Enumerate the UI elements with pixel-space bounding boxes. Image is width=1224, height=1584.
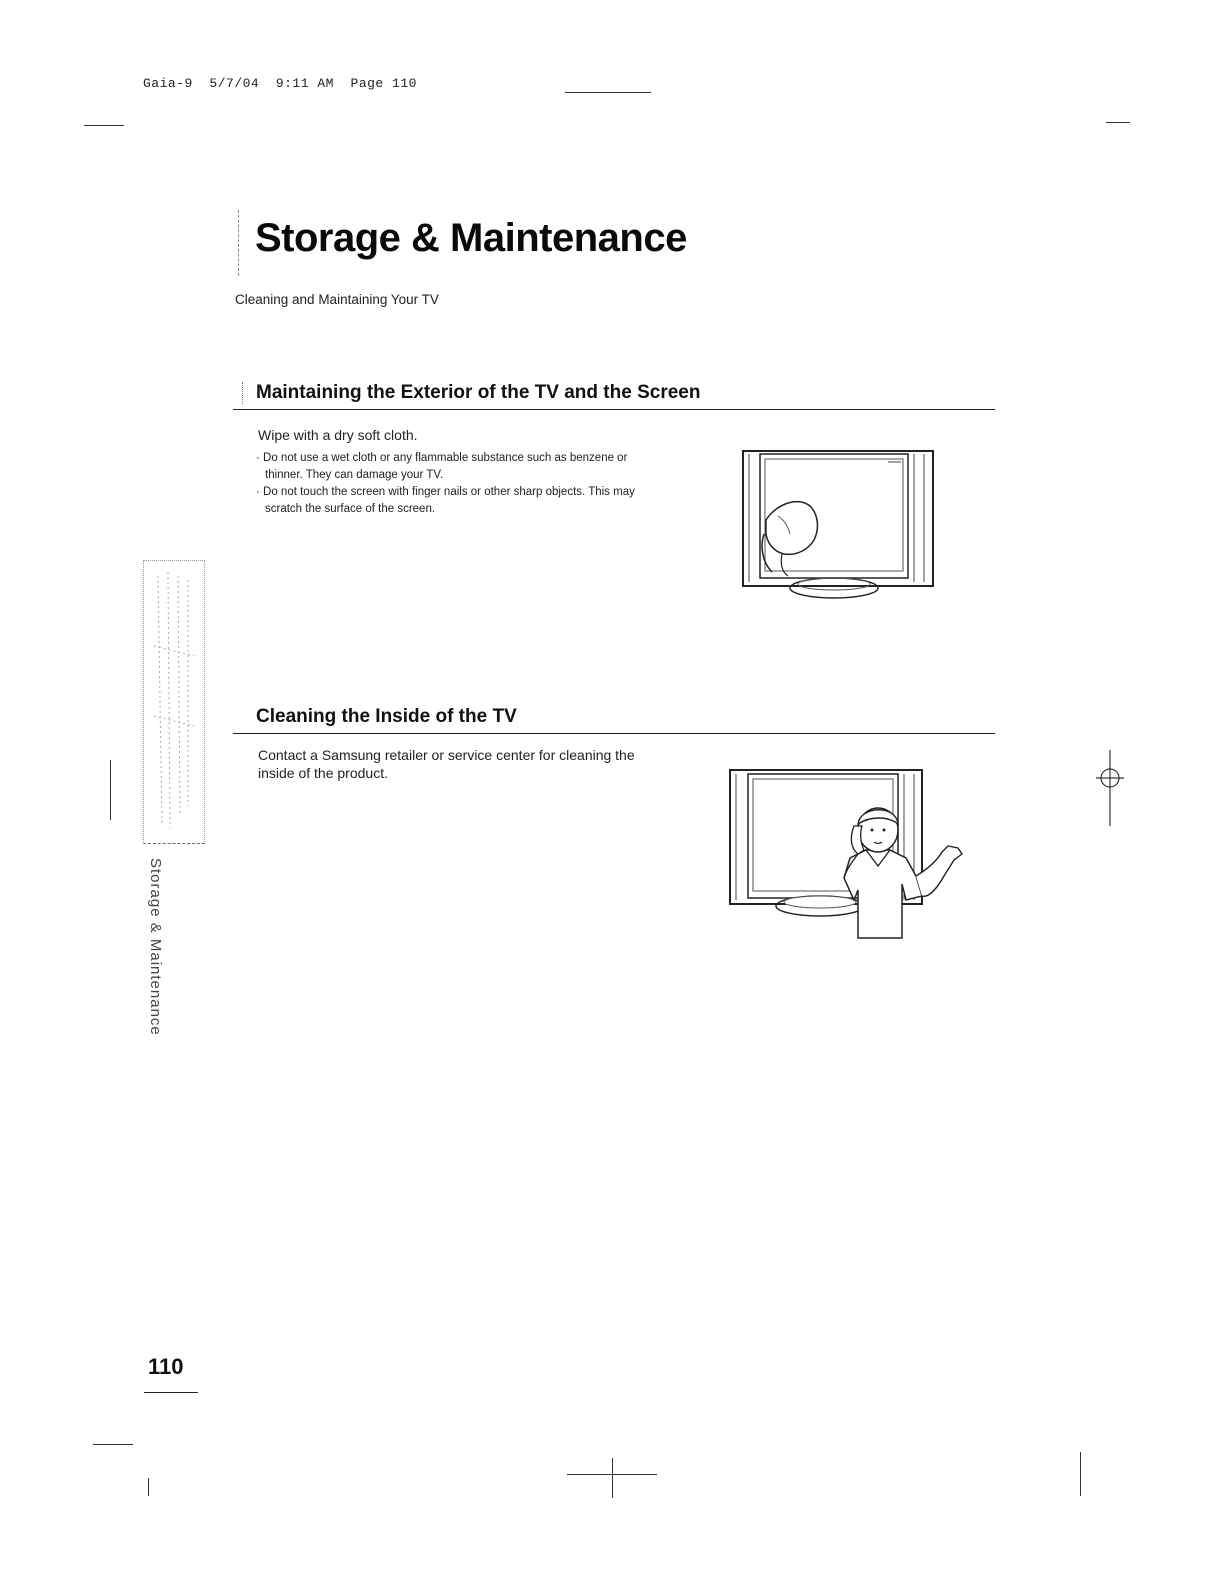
section-heading-exterior: Maintaining the Exterior of the TV and the Screen <box>256 382 701 403</box>
page-subtitle: Cleaning and Maintaining Your TV <box>235 292 439 307</box>
crop-mark <box>612 1458 613 1498</box>
section-intro-exterior: Wipe with a dry soft cloth. <box>258 427 418 443</box>
page-number-rule <box>144 1392 198 1393</box>
section-body-inside: Contact a Samsung retailer or service center for cleaning the inside of the product. <box>258 747 635 781</box>
person-on-phone-with-tv-illustration <box>726 766 970 942</box>
crop-mark <box>565 92 651 93</box>
bullet-item: · Do not touch the screen with finger nails or other sharp objects. This may scratch the surface of the screen. <box>256 484 666 518</box>
side-tab-graphic-icon <box>148 566 200 836</box>
title-marker <box>238 210 239 276</box>
crop-mark <box>93 1444 133 1445</box>
page-number: 110 <box>148 1354 184 1379</box>
section-marker <box>242 382 243 404</box>
page-title: Storage & Maintenance <box>255 216 687 260</box>
section-divider <box>233 733 995 734</box>
print-slug: Gaia-9 5/7/04 9:11 AM Page 110 <box>143 76 417 91</box>
registration-mark-icon <box>1092 750 1128 826</box>
section-divider <box>233 409 995 410</box>
crop-mark <box>1106 122 1130 123</box>
crop-mark <box>84 125 124 126</box>
bullet-list-exterior <box>256 450 666 518</box>
crop-mark <box>1080 1452 1081 1496</box>
crop-mark <box>110 760 111 820</box>
section-heading-inside: Cleaning the Inside of the TV <box>256 706 517 727</box>
crop-mark <box>148 1478 149 1496</box>
bullet-item: · Do not use a wet cloth or any flammable substance such as benzene or thinner. They can damage your TV. <box>256 450 666 484</box>
tv-wiping-cloth-illustration <box>738 446 940 606</box>
side-tab-label: Storage & Maintenance <box>147 858 164 1036</box>
